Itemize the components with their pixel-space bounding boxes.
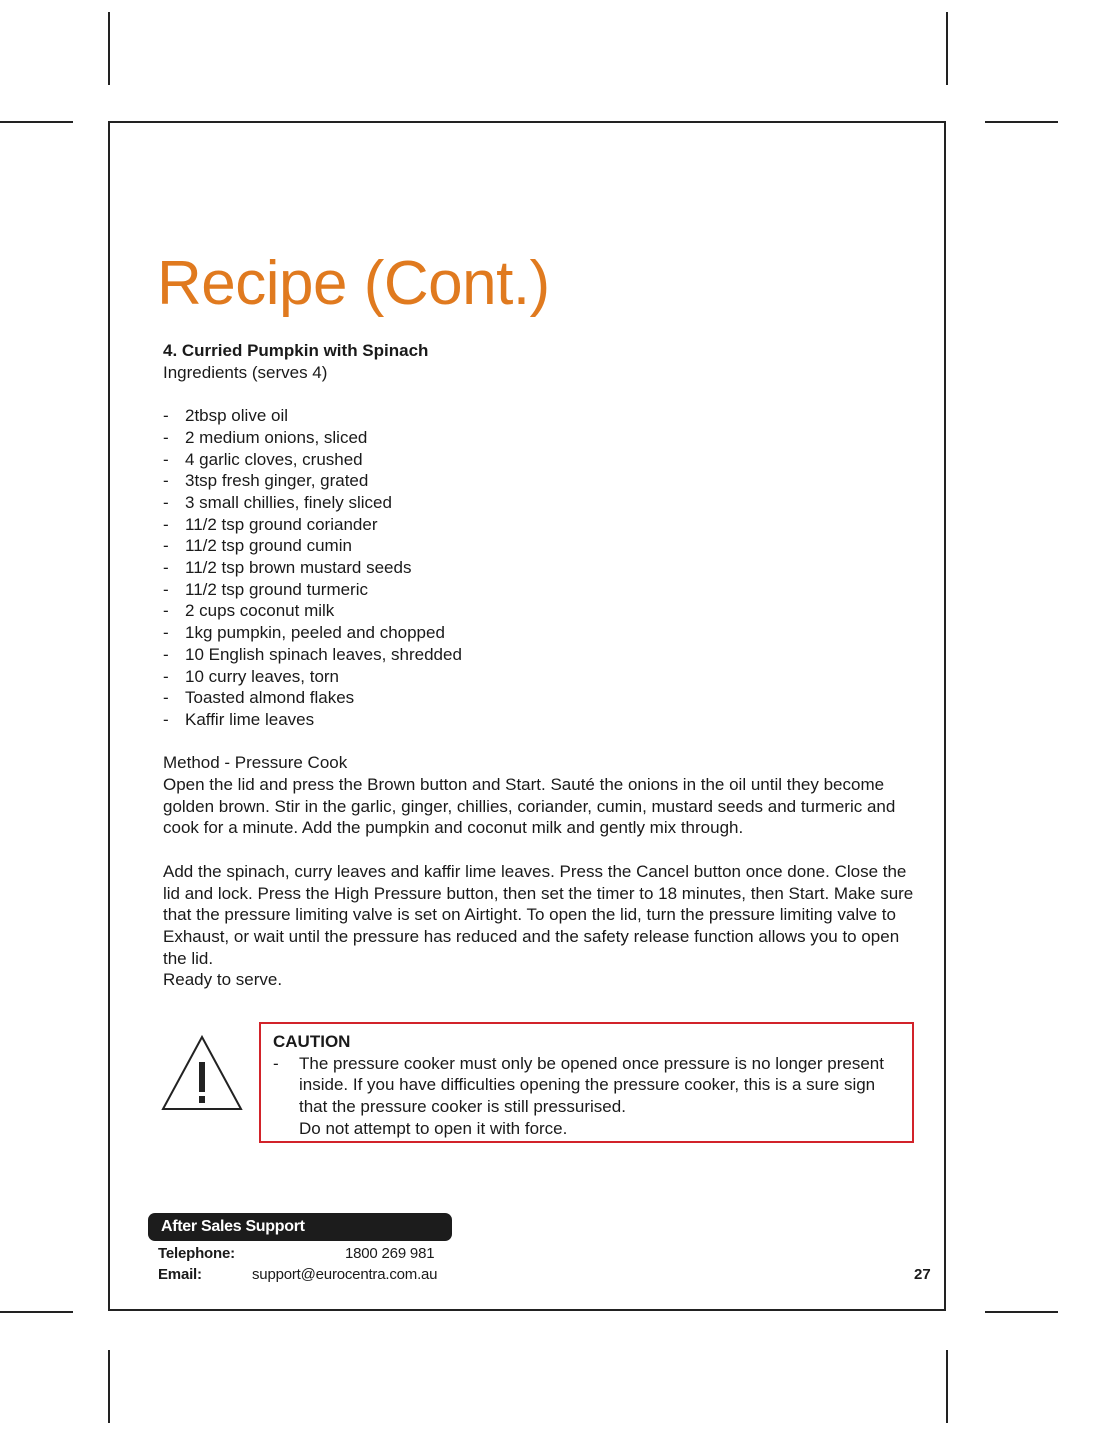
ingredients-list xyxy=(163,405,923,731)
telephone-label xyxy=(158,1245,235,1262)
recipe-content xyxy=(163,340,923,1013)
crop-mark xyxy=(108,1350,110,1423)
ingredient-item: - Kaffir lime leaves xyxy=(163,709,923,731)
warning-triangle-icon xyxy=(160,1034,244,1112)
ingredient-item: - 1kg pumpkin, peeled and chopped xyxy=(163,622,923,644)
ingredient-item: - 3tsp fresh ginger, grated xyxy=(163,470,923,492)
ingredient-item: - 11/2 tsp ground cumin xyxy=(163,535,923,557)
crop-mark xyxy=(985,1311,1058,1313)
method-paragraph: Ready to serve. xyxy=(163,970,283,990)
email-label xyxy=(158,1266,202,1283)
caution-text xyxy=(273,1053,900,1140)
crop-mark xyxy=(0,121,73,123)
ingredient-item: - 11/2 tsp brown mustard seeds xyxy=(163,557,923,579)
email-label-text: Email: xyxy=(158,1266,202,1283)
ingredients-heading: Ingredients (serves 4) xyxy=(163,362,328,382)
telephone-value: 1800 269 981 xyxy=(345,1245,435,1262)
crop-mark xyxy=(0,1311,73,1313)
crop-mark xyxy=(946,12,948,85)
email-value: support@eurocentra.com.au xyxy=(252,1266,438,1283)
ingredient-item: - 4 garlic cloves, crushed xyxy=(163,449,923,471)
recipe-title: 4. Curried Pumpkin with Spinach xyxy=(163,341,429,360)
method-paragraph: Add the spinach, curry leaves and kaffir lime leaves. Press the Cancel button once done. Close the lid and lock. Press the High Pressure button, then set the timer to 18 minutes, then Start. Make sure that the pressure limiting valve is set on Airtight. To open the lid, turn the pressure limiting valve to Exhaust, or wait until the pressure has reduced and the safety release function allows you to open the lid. xyxy=(163,861,914,968)
caution-text-line: The pressure cooker must only be opened once pressure is no longer present inside. If you have difficulties opening the pressure cooker, this is a sure sign that the pressure cooker is still pressurised. xyxy=(299,1053,884,1117)
caution-title: CAUTION xyxy=(273,1032,351,1051)
ingredient-item: - 2 medium onions, sliced xyxy=(163,427,923,449)
method-paragraph: Open the lid and press the Brown button and Start. Sauté the onions in the oil until they become golden brown. Stir in the garlic, ginger, chillies, coriander, cumin, mustard seeds and turmeric and cook for a minute. Add the pumpkin and coconut milk and gently mix through. xyxy=(163,775,896,838)
crop-mark xyxy=(985,121,1058,123)
after-sales-support-heading: After Sales Support xyxy=(148,1213,452,1241)
page-title: Recipe (Cont.) xyxy=(157,249,550,318)
ingredient-item: - 2tbsp olive oil xyxy=(163,405,923,427)
ingredient-item: - 10 curry leaves, torn xyxy=(163,666,923,688)
ingredient-item: - 3 small chillies, finely sliced xyxy=(163,492,923,514)
ingredient-item: - 2 cups coconut milk xyxy=(163,600,923,622)
caution-text-line: Do not attempt to open it with force. xyxy=(299,1118,568,1138)
ingredient-item: - 11/2 tsp ground turmeric xyxy=(163,579,923,601)
method-heading: Method - Pressure Cook xyxy=(163,753,348,773)
ingredient-item: - Toasted almond flakes xyxy=(163,687,923,709)
ingredient-item: - 11/2 tsp ground coriander xyxy=(163,514,923,536)
telephone-label-text: Telephone: xyxy=(158,1245,235,1262)
crop-mark xyxy=(946,1350,948,1423)
caution-box xyxy=(259,1022,914,1143)
ingredient-item: - 10 English spinach leaves, shredded xyxy=(163,644,923,666)
page-number: 27 xyxy=(914,1266,931,1283)
crop-mark xyxy=(108,12,110,85)
